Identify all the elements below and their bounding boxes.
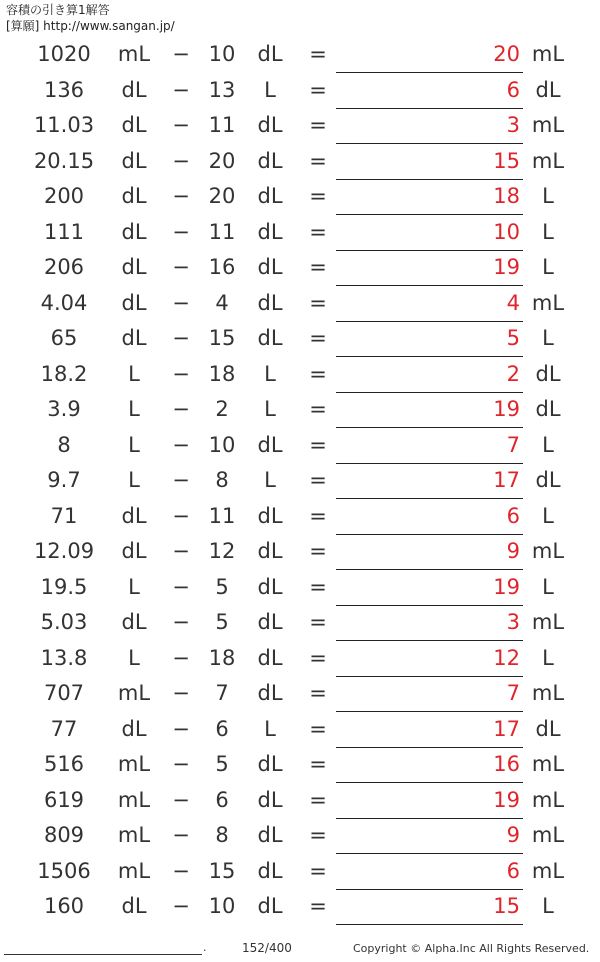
answer-unit: mL [531, 290, 565, 315]
minuend-unit: mL [117, 681, 151, 705]
minuend: 8 [57, 432, 71, 457]
answer-unit: L [542, 219, 554, 244]
answer: 6 [506, 503, 520, 528]
subtrahend-unit: dL [257, 326, 283, 350]
minus-sign: − [172, 255, 190, 279]
minus-sign: − [172, 42, 190, 66]
subtrahend-unit: L [264, 77, 276, 102]
minuend-unit: mL [117, 823, 151, 847]
subtrahend: 18 [208, 361, 236, 386]
minus-sign: − [172, 184, 190, 208]
minuend: 65 [50, 326, 78, 350]
subtrahend: 11 [208, 113, 236, 137]
answer: 19 [493, 397, 520, 421]
subtrahend: 5 [215, 752, 229, 776]
answer: 19 [493, 255, 520, 279]
answer: 12 [493, 645, 520, 670]
minuend-unit: L [128, 574, 140, 599]
equals-sign: = [309, 361, 327, 386]
answer-unit: L [542, 432, 554, 457]
minus-sign: − [172, 326, 190, 350]
minuend: 3.9 [47, 397, 81, 421]
problem-row [0, 143, 600, 179]
equals-sign: = [309, 858, 327, 883]
subtrahend-unit: dL [257, 539, 283, 563]
subtrahend-unit: L [264, 397, 276, 421]
answer: 7 [506, 432, 520, 457]
answer: 10 [493, 219, 520, 244]
subtrahend: 8 [215, 823, 229, 847]
problem-row [0, 533, 600, 569]
answer: 15 [493, 148, 520, 173]
subtrahend-unit: dL [257, 894, 283, 918]
problem-row [0, 782, 600, 818]
answer: 17 [493, 468, 520, 492]
answer-unit: mL [531, 42, 565, 66]
answer-unit: mL [531, 752, 565, 776]
answer: 9 [506, 539, 520, 563]
minuend-unit: dL [121, 326, 147, 350]
minuend: 111 [43, 219, 85, 244]
problem-row [0, 249, 600, 285]
minuend: 707 [43, 681, 85, 705]
subtrahend-unit: dL [257, 645, 283, 670]
subtrahend: 10 [208, 894, 236, 918]
minus-sign: − [172, 787, 190, 812]
answer: 6 [506, 77, 520, 102]
equals-sign: = [309, 610, 327, 634]
minuend: 19.5 [40, 574, 88, 599]
equals-sign: = [309, 752, 327, 776]
subtrahend-unit: dL [257, 42, 283, 66]
equals-sign: = [309, 184, 327, 208]
equals-sign: = [309, 326, 327, 350]
problem-row [0, 356, 600, 392]
subtrahend-unit: dL [257, 255, 283, 279]
subtrahend: 12 [208, 539, 236, 563]
problem-row [0, 36, 600, 72]
minus-sign: − [172, 290, 190, 315]
answer-unit: dL [535, 397, 561, 421]
minuend: 160 [43, 894, 85, 918]
equals-sign: = [309, 432, 327, 457]
answer: 19 [493, 574, 520, 599]
subtrahend-unit: dL [257, 752, 283, 776]
minus-sign: − [172, 432, 190, 457]
answer-unit: L [542, 645, 554, 670]
copyright: Copyright © Alpha.Inc All Rights Reserved. [353, 942, 590, 955]
minuend-unit: dL [121, 219, 147, 244]
minus-sign: − [172, 574, 190, 599]
equals-sign: = [309, 290, 327, 315]
minus-sign: − [172, 681, 190, 705]
page-number: 152/400 [242, 941, 292, 955]
minuend: 13.8 [40, 645, 88, 670]
subtrahend-unit: dL [257, 503, 283, 528]
minus-sign: − [172, 858, 190, 883]
problem-row [0, 107, 600, 143]
answer: 9 [506, 823, 520, 847]
subtrahend: 6 [215, 787, 229, 812]
minuend-unit: dL [121, 503, 147, 528]
worksheet-title: 容積の引き算1解答 [6, 3, 110, 17]
answer-unit: L [542, 894, 554, 918]
equals-sign: = [309, 574, 327, 599]
minuend-unit: mL [117, 787, 151, 812]
answer-unit: mL [531, 113, 565, 137]
problem-row [0, 498, 600, 534]
answer-unit: dL [535, 716, 561, 741]
minuend-unit: dL [121, 290, 147, 315]
minus-sign: − [172, 361, 190, 386]
subtrahend-unit: dL [257, 858, 283, 883]
subtrahend: 10 [208, 42, 236, 66]
problem-row [0, 320, 600, 356]
minus-sign: − [172, 752, 190, 776]
footer [0, 940, 600, 960]
minus-sign: − [172, 77, 190, 102]
problem-row [0, 746, 600, 782]
minus-sign: − [172, 823, 190, 847]
subtrahend-unit: dL [257, 432, 283, 457]
minuend: 77 [50, 716, 78, 741]
answer: 20 [493, 42, 520, 66]
minus-sign: − [172, 539, 190, 563]
subtrahend-unit: dL [257, 184, 283, 208]
answer-unit: mL [531, 823, 565, 847]
minuend: 206 [43, 255, 85, 279]
answer-unit: mL [531, 858, 565, 883]
equals-sign: = [309, 219, 327, 244]
answer-unit: dL [535, 468, 561, 492]
subtrahend: 15 [208, 858, 236, 883]
equals-sign: = [309, 823, 327, 847]
subtrahend: 16 [208, 255, 236, 279]
answer: 18 [493, 184, 520, 208]
answer-unit: L [542, 255, 554, 279]
problem-row [0, 72, 600, 108]
problem-row [0, 853, 600, 889]
subtrahend: 20 [208, 148, 236, 173]
minuend: 809 [43, 823, 85, 847]
equals-sign: = [309, 77, 327, 102]
subtrahend: 18 [208, 645, 236, 670]
equals-sign: = [309, 503, 327, 528]
equals-sign: = [309, 894, 327, 918]
minuend-unit: dL [121, 77, 147, 102]
minuend-unit: L [128, 468, 140, 492]
subtrahend: 2 [215, 397, 229, 421]
subtrahend-unit: L [264, 716, 276, 741]
minus-sign: − [172, 894, 190, 918]
problem-row [0, 817, 600, 853]
problem-row [0, 427, 600, 463]
minuend: 5.03 [40, 610, 88, 634]
minuend-unit: dL [121, 148, 147, 173]
subtrahend-unit: dL [257, 574, 283, 599]
subtrahend-unit: L [264, 468, 276, 492]
minuend-unit: L [128, 361, 140, 386]
subtrahend-unit: dL [257, 290, 283, 315]
answer-unit: dL [535, 361, 561, 386]
name-underline [4, 954, 202, 955]
answer: 16 [493, 752, 520, 776]
minus-sign: − [172, 468, 190, 492]
subtrahend-unit: L [264, 361, 276, 386]
answer-unit: mL [531, 148, 565, 173]
answer: 19 [493, 787, 520, 812]
problem-row [0, 604, 600, 640]
answer-unit: L [542, 326, 554, 350]
problem-row [0, 675, 600, 711]
problem-row [0, 569, 600, 605]
footer-dot: . [203, 941, 207, 954]
problem-row [0, 285, 600, 321]
minuend-unit: mL [117, 42, 151, 66]
equals-sign: = [309, 787, 327, 812]
answer-unit: mL [531, 610, 565, 634]
minus-sign: − [172, 113, 190, 137]
subtrahend: 6 [215, 716, 229, 741]
equals-sign: = [309, 42, 327, 66]
subtrahend: 10 [208, 432, 236, 457]
answer: 3 [506, 113, 520, 137]
minuend: 200 [43, 184, 85, 208]
minuend: 136 [43, 77, 85, 102]
subtrahend: 11 [208, 219, 236, 244]
minuend: 1506 [37, 858, 91, 883]
minuend: 11.03 [33, 113, 95, 137]
subtrahend-unit: dL [257, 787, 283, 812]
answer: 7 [506, 681, 520, 705]
minus-sign: − [172, 716, 190, 741]
answer: 6 [506, 858, 520, 883]
equals-sign: = [309, 468, 327, 492]
problem-list [0, 36, 600, 924]
subtrahend: 13 [208, 77, 236, 102]
minus-sign: − [172, 645, 190, 670]
minuend: 1020 [37, 42, 91, 66]
answer-unit: mL [531, 539, 565, 563]
answer-unit: L [542, 503, 554, 528]
minus-sign: − [172, 148, 190, 173]
minus-sign: − [172, 610, 190, 634]
answer: 15 [493, 894, 520, 918]
minuend-unit: dL [121, 539, 147, 563]
minuend-unit: dL [121, 716, 147, 741]
minuend: 4.04 [40, 290, 88, 315]
answer: 4 [506, 290, 520, 315]
subtrahend-unit: dL [257, 681, 283, 705]
subtrahend: 11 [208, 503, 236, 528]
problem-row [0, 711, 600, 747]
minus-sign: − [172, 219, 190, 244]
subtrahend: 20 [208, 184, 236, 208]
subtrahend: 8 [215, 468, 229, 492]
minuend: 20.15 [33, 148, 95, 173]
subtrahend-unit: dL [257, 113, 283, 137]
answer: 3 [506, 610, 520, 634]
answer-unit: L [542, 184, 554, 208]
equals-sign: = [309, 645, 327, 670]
answer-unit: mL [531, 787, 565, 812]
site-link[interactable]: [算願] http://www.sangan.jp/ [6, 19, 175, 33]
subtrahend-unit: dL [257, 219, 283, 244]
answer-unit: dL [535, 77, 561, 102]
minuend: 71 [50, 503, 78, 528]
subtrahend: 5 [215, 574, 229, 599]
minuend: 9.7 [47, 468, 81, 492]
minuend-unit: mL [117, 858, 151, 883]
answer-unit: mL [531, 681, 565, 705]
answer: 2 [506, 361, 520, 386]
equals-sign: = [309, 397, 327, 421]
minuend-unit: dL [121, 610, 147, 634]
problem-row [0, 462, 600, 498]
subtrahend: 15 [208, 326, 236, 350]
problem-row [0, 178, 600, 214]
minuend: 516 [43, 752, 85, 776]
minuend-unit: dL [121, 255, 147, 279]
equals-sign: = [309, 255, 327, 279]
minuend: 12.09 [33, 539, 95, 563]
problem-row [0, 214, 600, 250]
subtrahend: 4 [215, 290, 229, 315]
subtrahend-unit: dL [257, 148, 283, 173]
subtrahend-unit: dL [257, 610, 283, 634]
minuend-unit: dL [121, 113, 147, 137]
subtrahend-unit: dL [257, 823, 283, 847]
answer: 17 [493, 716, 520, 741]
equals-sign: = [309, 716, 327, 741]
equals-sign: = [309, 113, 327, 137]
subtrahend: 5 [215, 610, 229, 634]
minuend-unit: L [128, 397, 140, 421]
answer-unit: L [542, 574, 554, 599]
equals-sign: = [309, 539, 327, 563]
minuend-unit: L [128, 432, 140, 457]
minuend-unit: mL [117, 752, 151, 776]
problem-row [0, 391, 600, 427]
equals-sign: = [309, 148, 327, 173]
worksheet-header [6, 2, 175, 34]
subtrahend: 7 [215, 681, 229, 705]
problem-row [0, 640, 600, 676]
minuend: 619 [43, 787, 85, 812]
minuend-unit: dL [121, 894, 147, 918]
answer: 5 [506, 326, 520, 350]
answer-line [336, 924, 523, 925]
minuend: 18.2 [40, 361, 88, 386]
minuend-unit: dL [121, 184, 147, 208]
problem-row [0, 888, 600, 924]
equals-sign: = [309, 681, 327, 705]
minuend-unit: L [128, 645, 140, 670]
minus-sign: − [172, 503, 190, 528]
minus-sign: − [172, 397, 190, 421]
